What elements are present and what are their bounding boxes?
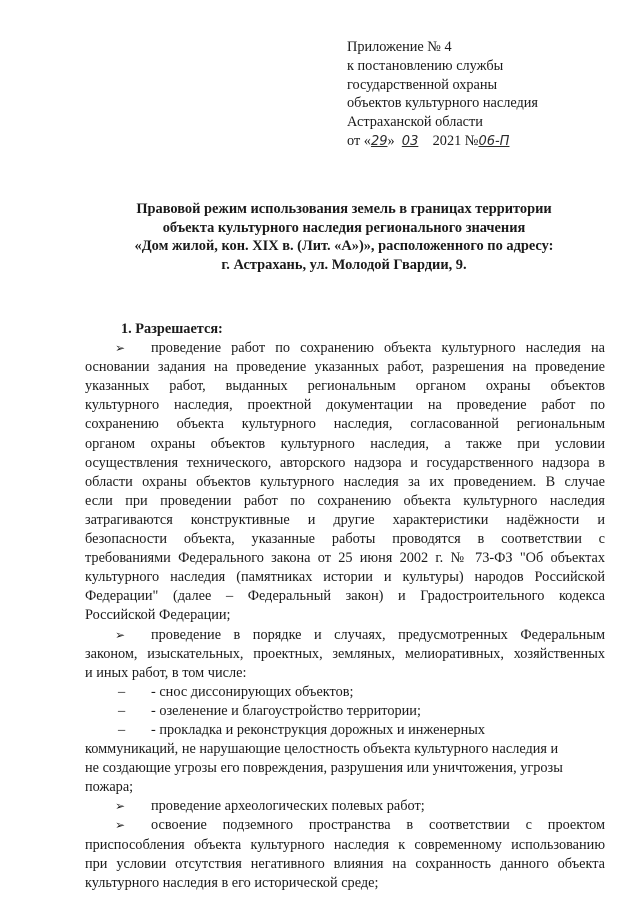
paragraph-line: безопасности объекта, указанные работы проводятся в соответствии с	[85, 531, 605, 548]
bullet-arrow-icon: ➢	[115, 818, 126, 833]
annex-title: Приложение № 4	[347, 39, 452, 55]
paragraph-text: проведение археологических полевых работ;	[151, 798, 425, 815]
paragraph-line: культурного наследия в его исторической среде;	[85, 874, 379, 891]
paragraph-line: культурного наследия (памятниках истории и культуры) народов Российской	[85, 569, 605, 586]
paragraph-line: если при проведении работ по сохранению объекта культурного наследия	[85, 492, 605, 509]
date-prefix: от «	[347, 132, 371, 149]
sub-item-text: - снос диссонирующих объектов;	[151, 683, 354, 700]
annex-line: объектов культурного наследия	[347, 95, 538, 112]
section-heading: 1. Разрешается:	[121, 321, 223, 337]
annex-line: к постановлению службы	[347, 57, 504, 74]
annex-line: Астраханской области	[347, 114, 483, 131]
annex-date-line	[347, 132, 617, 152]
annex-line: государственной охраны	[347, 76, 498, 93]
paragraph-line: осуществления технического, авторского надзора и государственного надзора в	[85, 454, 605, 471]
title-line: г. Астрахань, ул. Молодой Гвардии, 9.	[221, 257, 467, 274]
paragraph-line: культурного наследия, проектной документации на проведение работ по	[85, 397, 605, 414]
dash-marker: –	[118, 683, 126, 700]
paragraph-line: области охраны объектов культурного наследия за их проведением. В случае	[85, 473, 605, 490]
bullet-arrow-icon: ➢	[115, 627, 126, 642]
date-month-handwritten: 03	[401, 133, 419, 149]
paragraph-line: затрагиваются конструктивные и другие характеристики надёжности и	[85, 511, 605, 528]
document-title	[104, 200, 584, 275]
paragraph-line: законом, изыскательных, проектных, земляных, мелиоративных, хозяйственных	[85, 645, 605, 662]
paragraph-text: проведение работ по сохранению объекта культурного наследия на	[151, 340, 605, 357]
paragraph-line: приспособления объекта культурного наследия к современному использованию	[85, 836, 605, 853]
bullet-arrow-icon: ➢	[115, 341, 126, 356]
paragraph-line	[85, 339, 605, 358]
title-line: Правовой режим использования земель в границах территории	[136, 201, 552, 217]
paragraph-line: органом охраны объектов культурного наследия, а также при условии	[85, 435, 605, 452]
sub-item	[85, 702, 605, 721]
document-number-handwritten: 06-П	[478, 133, 510, 149]
dash-marker: –	[118, 721, 126, 738]
paragraph-line: указанных работ, выданных региональным органом охраны объектов	[85, 378, 605, 395]
paragraph-line	[85, 626, 605, 645]
title-line: объекта культурного наследия регионального значения	[162, 219, 526, 236]
paragraph-text: освоение подземного пространства в соответствии с проектом	[151, 817, 605, 834]
paragraph-line: пожара;	[85, 779, 134, 796]
paragraph-line	[85, 816, 605, 835]
paragraph-line: при условии отсутствия негативного влияния на сохранность данного объекта	[85, 855, 605, 872]
sub-item	[85, 721, 605, 740]
paragraph-line: Российской Федерации;	[85, 607, 231, 624]
date-sep: »	[387, 132, 395, 149]
paragraph-line: не создающие угрозы его повреждения, разрушения или уничтожения, угрозы	[85, 760, 563, 777]
sub-item-text: - озеленение и благоустройство территории;	[151, 702, 421, 719]
paragraph-line: коммуникаций, не нарушающие целостность объекта культурного наследия и	[85, 741, 559, 758]
paragraph-line: требованиями Федерального закона от 25 июня 2002 г. № 73-ФЗ "Об объектах	[85, 550, 605, 567]
title-line: «Дом жилой, кон. XIX в. (Лит. «А»)», расположенного по адресу:	[134, 238, 554, 255]
sub-item	[85, 683, 605, 702]
paragraph-line: и иных работ, в том числе:	[85, 664, 247, 681]
paragraph-line: сохранению объекта культурного наследия, согласованной региональным	[85, 416, 605, 433]
document-body	[85, 320, 605, 893]
bullet-arrow-icon: ➢	[115, 799, 126, 814]
date-day-handwritten: 29	[370, 133, 388, 149]
annex-header	[347, 38, 617, 152]
date-year: 2021 №	[432, 132, 479, 149]
sub-item-text: - прокладка и реконструкция дорожных и инженерных	[151, 721, 485, 738]
paragraph-text: проведение в порядке и случаях, предусмотренных Федеральным	[151, 626, 605, 643]
paragraph-line: основании задания на проведение указанных работ, разрешения на проведение	[85, 359, 605, 376]
dash-marker: –	[118, 702, 126, 719]
paragraph-line	[85, 797, 605, 816]
paragraph-line: Федерации" (далее – Федеральный закон) и Градостроительного кодекса	[85, 588, 605, 605]
